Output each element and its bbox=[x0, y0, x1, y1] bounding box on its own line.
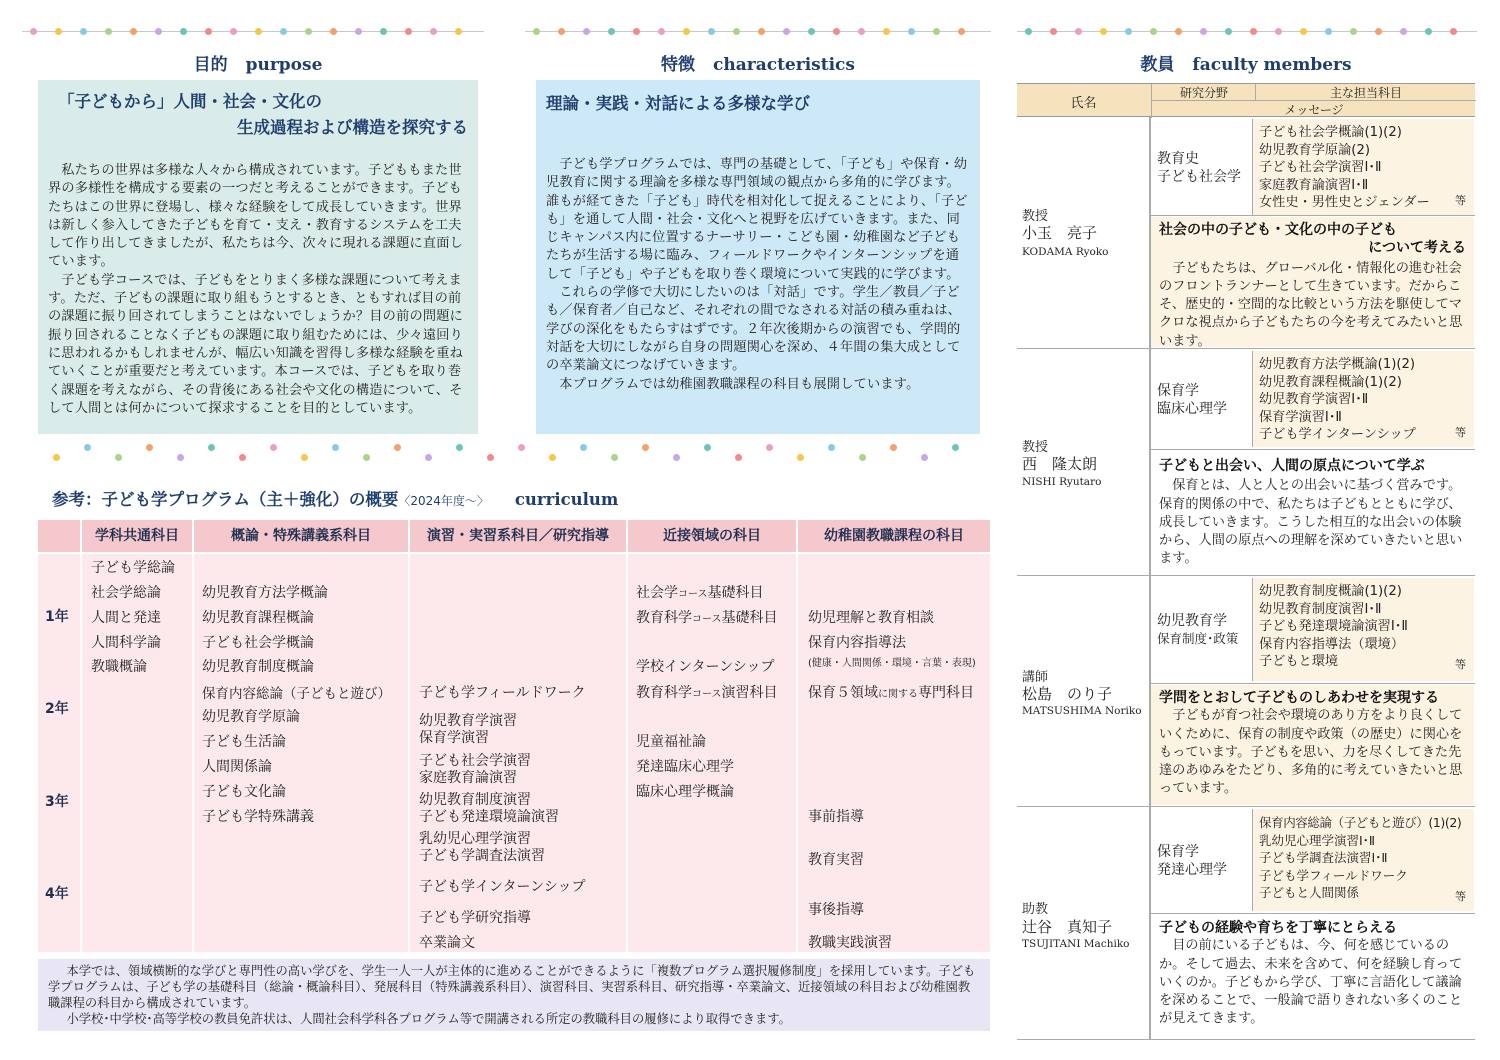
faculty-divider bbox=[1150, 913, 1475, 914]
characteristics-header-en: characteristics bbox=[713, 55, 855, 75]
decorative-dot bbox=[239, 454, 246, 461]
decorative-dot bbox=[1125, 28, 1132, 35]
decorative-dot bbox=[53, 454, 60, 461]
decorative-dot bbox=[1150, 28, 1157, 35]
decorative-dot bbox=[363, 454, 370, 461]
course-item: 事前指導 bbox=[808, 809, 864, 825]
faculty-rank: 講師 bbox=[1022, 670, 1049, 685]
characteristics-box bbox=[536, 80, 980, 434]
course-item: 幼児教育制度演習 bbox=[419, 792, 531, 808]
column-header-kindergarten: 幼稚園教職課程の科目 bbox=[798, 520, 990, 552]
course-item: 子ども社会学演習 bbox=[419, 753, 531, 769]
decorative-dot bbox=[549, 454, 556, 461]
course-item: 保育内容指導法 bbox=[808, 635, 906, 651]
course-item: 幼児教育方法学概論 bbox=[202, 585, 328, 601]
purpose-header-jp: 目的 bbox=[193, 55, 228, 75]
faculty-field-item: 保育制度･政策 bbox=[1157, 631, 1239, 646]
faculty-course: 子ども学インターンシップ bbox=[1259, 427, 1416, 442]
course-item bbox=[808, 682, 974, 702]
purpose-header bbox=[38, 50, 478, 75]
course-item: 幼児教育制度概論 bbox=[202, 659, 314, 675]
decorative-dot bbox=[105, 28, 112, 35]
course-item: 子ども生活論 bbox=[202, 734, 286, 750]
course-item: 教育実習 bbox=[808, 852, 864, 868]
decorative-dot bbox=[658, 28, 665, 35]
decorative-dot bbox=[1300, 28, 1307, 35]
decorative-dot bbox=[858, 28, 865, 35]
decorative-dot bbox=[797, 454, 804, 461]
decorative-dot bbox=[1250, 28, 1257, 35]
course-item: 学校インターンシップ bbox=[636, 659, 775, 675]
column-header-seminar: 演習・実習系科目／研究指導 bbox=[410, 520, 626, 552]
curriculum-note-2: 小学校･中学校･高等学校の教員免許状は、人間社会科学科各プログラム等で開講される所定の教職科目の履修により取得できます。 bbox=[66, 1012, 791, 1026]
faculty-rank: 教授 bbox=[1022, 209, 1049, 224]
decorative-dot bbox=[1425, 28, 1432, 35]
course-item: 子ども文化論 bbox=[202, 784, 286, 800]
faculty-divider bbox=[1150, 117, 1151, 349]
faculty-divider bbox=[1150, 215, 1475, 216]
faculty-course: 幼児教育学原論(2) bbox=[1259, 142, 1370, 158]
curriculum-note bbox=[38, 959, 990, 1031]
faculty-message-body: 保育とは、人と人との出会いに基づく営みです。保育的関係の中で、私たちは子どもとともに学び、成長していきます。こうした相互的な出会いの体験から、人間の原点への理解を深めていきたいと思います。 bbox=[1159, 478, 1463, 567]
faculty-name: 小玉 亮子 bbox=[1022, 224, 1098, 242]
decorative-dot bbox=[733, 28, 740, 35]
decorative-dot bbox=[394, 444, 401, 451]
faculty-col-message: メッセージ bbox=[1151, 100, 1476, 118]
decorative-dot bbox=[833, 28, 840, 35]
faculty-courses bbox=[1252, 119, 1474, 215]
faculty-course: 家庭教育論演習Ⅰ･Ⅱ bbox=[1259, 177, 1369, 193]
faculty-field-item: 幼児教育学 bbox=[1157, 613, 1227, 629]
decorative-dot bbox=[890, 444, 897, 451]
year-label-3: 3年 bbox=[45, 794, 69, 810]
faculty-header-en: faculty members bbox=[1192, 55, 1352, 75]
faculty-message bbox=[1151, 453, 1474, 574]
course-item-part: 社会学 bbox=[636, 585, 678, 601]
purpose-title-line2: 生成過程および構造を探究する bbox=[237, 118, 468, 137]
decorative-dot bbox=[355, 28, 362, 35]
course-item: 人間と発達 bbox=[91, 610, 161, 626]
decorative-dot bbox=[55, 28, 62, 35]
etc-label: 等 bbox=[1455, 425, 1466, 439]
faculty-course: 幼児教育学演習Ⅰ･Ⅱ bbox=[1259, 392, 1369, 407]
faculty-course: 保育内容指導法（環境） bbox=[1259, 636, 1405, 652]
year-label-1: 1年 bbox=[45, 609, 69, 625]
etc-label: 等 bbox=[1455, 889, 1466, 903]
decorative-dot bbox=[580, 444, 587, 451]
faculty-divider bbox=[1150, 683, 1475, 684]
course-item-part: 教育科学 bbox=[636, 610, 692, 626]
course-item-part: コース bbox=[678, 589, 708, 600]
faculty-message-title-2: について考える bbox=[1368, 240, 1466, 257]
faculty-col-name: 氏名 bbox=[1070, 96, 1097, 111]
decorative-dot bbox=[180, 28, 187, 35]
course-item: 幼児教育学原論 bbox=[202, 709, 300, 725]
course-item: 子ども発達環境論演習 bbox=[419, 809, 559, 825]
faculty-courses bbox=[1252, 351, 1474, 447]
faculty-rank: 教授 bbox=[1022, 440, 1049, 455]
decorative-dot bbox=[828, 444, 835, 451]
course-item: 子ども社会学概論 bbox=[202, 635, 314, 651]
course-item: 子ども学インターンシップ bbox=[419, 879, 586, 895]
faculty-message-title: 子どもの経験や育ちを丁寧にとらえる bbox=[1159, 920, 1397, 936]
decorative-dot bbox=[558, 28, 565, 35]
course-item-part: コース bbox=[692, 689, 722, 700]
decorative-dot bbox=[456, 444, 463, 451]
faculty-roman: MATSUSHIMA Noriko bbox=[1022, 705, 1142, 717]
course-item: 乳幼児心理学演習 bbox=[419, 831, 531, 847]
faculty-rank: 助教 bbox=[1022, 902, 1049, 917]
decorative-dot bbox=[908, 28, 915, 35]
course-item-part: 基礎科目 bbox=[707, 585, 764, 601]
decorative-dot bbox=[608, 28, 615, 35]
decorative-dot bbox=[30, 28, 37, 35]
decorative-dot bbox=[230, 28, 237, 35]
course-item bbox=[636, 682, 778, 702]
faculty-name: 松島 のり子 bbox=[1022, 685, 1113, 703]
course-item-part: 基礎科目 bbox=[721, 610, 778, 626]
column-header-common: 学科共通科目 bbox=[82, 520, 192, 552]
decorative-dot bbox=[130, 28, 137, 35]
faculty-course: 幼児教育制度演習Ⅰ･Ⅱ bbox=[1259, 601, 1382, 617]
decorative-dot bbox=[301, 454, 308, 461]
course-item: 臨床心理学概論 bbox=[636, 784, 734, 800]
decorative-dot bbox=[425, 454, 432, 461]
faculty-message bbox=[1151, 217, 1474, 347]
decorative-dot bbox=[146, 444, 153, 451]
decorative-dot bbox=[487, 454, 494, 461]
decorative-dot bbox=[1375, 28, 1382, 35]
faculty-message-body: 子どもが育つ社会や環境のあり方をより良くしていくために、保育の制度や政策（の歴史）に関心をもっています。子どもを思い、力を尽くしてきた先達のあゆみをたどり、多角的に考えていきたいと思っています。 bbox=[1159, 708, 1463, 797]
dot-divider-top-left bbox=[22, 24, 484, 38]
characteristics-body-3: 本プログラムでは幼稚園教職課程の科目も展開しています。 bbox=[559, 376, 920, 392]
course-item: 家庭教育論演習 bbox=[419, 770, 517, 786]
course-item-part: 教育科学 bbox=[636, 685, 692, 701]
faculty-course: 子どもと環境 bbox=[1259, 654, 1339, 669]
course-item: 幼児教育学演習 bbox=[419, 713, 517, 729]
purpose-body-2: 子ども学コースでは、子どもをとりまく多様な課題について考えます。ただ、子どもの課題に取り組もうとするとき、ともすれば目の前の課題に振り回されてしまうことはないでしょうか？目の前の問題に振り回されることなく子どもの課題に取り組むためには、少々遠回りに思われるかもしれませんが、幅広い知識を習得し多様な経験を重ねていくことが重要だと考えています。本コースでは、子どもを取り巻く課題を考えながら、その背後にある社会や文化の構造について、そして人間とは何かについて探求することを目的としています。 bbox=[48, 272, 464, 416]
course-item: 教職概論 bbox=[91, 659, 147, 675]
decorative-dot bbox=[683, 28, 690, 35]
decorative-dot bbox=[1175, 28, 1182, 35]
decorative-dot bbox=[883, 28, 890, 35]
course-item: 子ども学調査法演習 bbox=[419, 848, 545, 864]
decorative-dot bbox=[205, 28, 212, 35]
faculty-field bbox=[1157, 382, 1227, 418]
faculty-table-head bbox=[1017, 83, 1475, 117]
faculty-field-item: 子ども社会学 bbox=[1157, 169, 1241, 185]
purpose-header-en: purpose bbox=[245, 55, 323, 75]
faculty-roman: TSUJITANI Machiko bbox=[1022, 938, 1130, 950]
purpose-body: 私たちの世界は多様な人々から構成されています。子どももまた世界の多様性を構成する要素の一つだと考えることができます。子どもたちはこの世界に登場し、様々な経験をして成長していきます。世界は新しく参入してきた子どもを育て・支え・教育するシステムを工夫して作り出してきましたが、私たちは今、次々に現れる課題に直面しています。 bbox=[48, 163, 464, 270]
faculty-divider bbox=[1150, 449, 1475, 450]
decorative-dot bbox=[958, 28, 965, 35]
course-item: 子ども学研究指導 bbox=[419, 910, 531, 926]
faculty-course: 子ども社会学概論(1)(2) bbox=[1259, 125, 1402, 140]
decorative-dot bbox=[533, 28, 540, 35]
faculty-field bbox=[1157, 150, 1241, 186]
faculty-course: 女性史・男性史とジェンダー bbox=[1259, 195, 1430, 210]
course-item-part: 演習科目 bbox=[721, 685, 778, 701]
course-item bbox=[636, 582, 764, 602]
decorative-dot bbox=[270, 444, 277, 451]
decorative-dot bbox=[952, 444, 959, 451]
course-item-part: コース bbox=[692, 614, 722, 625]
course-item: 幼児理解と教育相談 bbox=[808, 610, 934, 626]
faculty-course: 幼児教育方法学概論(1)(2) bbox=[1259, 357, 1416, 372]
course-item: 社会学総論 bbox=[91, 585, 161, 601]
decorative-dot bbox=[1025, 28, 1032, 35]
etc-label: 等 bbox=[1455, 657, 1466, 671]
decorative-dot bbox=[708, 28, 715, 35]
faculty-courses bbox=[1252, 809, 1474, 911]
faculty-courses bbox=[1252, 578, 1474, 681]
faculty-course: 乳幼児心理学演習Ⅰ･Ⅱ bbox=[1259, 832, 1376, 848]
decorative-dot bbox=[783, 28, 790, 35]
faculty-field-item: 保育学 bbox=[1157, 844, 1199, 860]
decorative-dot bbox=[330, 28, 337, 35]
faculty-roman: KODAMA Ryoko bbox=[1022, 246, 1109, 258]
decorative-dot bbox=[1075, 28, 1082, 35]
decorative-dot bbox=[208, 444, 215, 451]
faculty-course: 子ども社会学演習Ⅰ･Ⅱ bbox=[1259, 160, 1382, 175]
decorative-dot bbox=[1050, 28, 1057, 35]
characteristics-title: 理論・実践・対話による多様な学び bbox=[546, 94, 810, 113]
curriculum-title bbox=[52, 486, 618, 510]
faculty-col-courses: 主な担当科目 bbox=[1255, 84, 1476, 101]
faculty-field bbox=[1157, 612, 1238, 648]
dot-divider-top-middle bbox=[525, 24, 991, 38]
decorative-dot bbox=[583, 28, 590, 35]
decorative-dot bbox=[808, 28, 815, 35]
curriculum-title-jp: 参考：子ども学プログラム（主＋強化）の概要 bbox=[52, 490, 399, 509]
decorative-dot bbox=[704, 444, 711, 451]
course-item: 発達臨床心理学 bbox=[636, 759, 734, 775]
decorative-dot bbox=[177, 454, 184, 461]
decorative-dot bbox=[611, 454, 618, 461]
curriculum-title-en: curriculum bbox=[514, 490, 619, 509]
decorative-dot bbox=[430, 28, 437, 35]
course-item-part: 専門科目 bbox=[918, 685, 974, 701]
decorative-dot bbox=[758, 28, 765, 35]
decorative-dot bbox=[332, 444, 339, 451]
faculty-course: 保育内容総論（子どもと遊び）(1)(2) bbox=[1259, 815, 1462, 830]
faculty-roman: NISHI Ryutaro bbox=[1022, 476, 1102, 488]
faculty-name: 辻谷 真知子 bbox=[1022, 918, 1113, 936]
course-item-note: (健康・人間関係・環境・言葉・表現) bbox=[808, 658, 976, 669]
decorative-dot bbox=[380, 28, 387, 35]
faculty-message-title: 子どもと出会い、人間の原点について学ぶ bbox=[1159, 458, 1425, 474]
characteristics-header-jp: 特徴 bbox=[661, 55, 696, 75]
faculty-message bbox=[1151, 915, 1474, 1038]
faculty-course: 幼児教育課程概論(1)(2) bbox=[1259, 374, 1402, 390]
course-item: 子ども学特殊講義 bbox=[202, 809, 314, 825]
decorative-dot bbox=[405, 28, 412, 35]
decorative-dot bbox=[115, 454, 122, 461]
purpose-box bbox=[38, 80, 478, 434]
faculty-course: 保育学演習Ⅰ･Ⅱ bbox=[1259, 409, 1342, 425]
course-item: 幼児教育課程概論 bbox=[202, 610, 314, 626]
year-label-2: 2年 bbox=[45, 701, 69, 717]
decorative-dot bbox=[859, 454, 866, 461]
etc-label: 等 bbox=[1455, 193, 1466, 207]
course-item: 保育内容総論（子どもと遊び） bbox=[202, 686, 391, 702]
course-item: 人間科学論 bbox=[91, 635, 161, 651]
decorative-dot bbox=[1275, 28, 1282, 35]
course-item bbox=[636, 607, 778, 627]
faculty-field-item: 教育史 bbox=[1157, 151, 1199, 167]
course-item: 人間関係論 bbox=[202, 759, 272, 775]
faculty-divider bbox=[1150, 807, 1151, 1040]
decorative-dot bbox=[84, 444, 91, 451]
course-item: 卒業論文 bbox=[419, 935, 475, 951]
dot-divider-top-right bbox=[1017, 24, 1477, 38]
decorative-dot bbox=[155, 28, 162, 35]
faculty-field-item: 臨床心理学 bbox=[1157, 401, 1227, 417]
decorative-dot bbox=[1450, 28, 1457, 35]
course-item-part: に関する bbox=[878, 689, 918, 700]
decorative-dot bbox=[1225, 28, 1232, 35]
decorative-dot bbox=[455, 28, 462, 35]
curriculum-corner bbox=[38, 520, 80, 552]
faculty-message-title: 社会の中の子ども・文化の中の子ども bbox=[1159, 222, 1397, 238]
course-item: 保育学演習 bbox=[419, 730, 489, 746]
faculty-field bbox=[1157, 843, 1227, 879]
faculty-divider bbox=[1150, 576, 1151, 807]
course-item: 児童福祉論 bbox=[636, 734, 706, 750]
decorative-dot bbox=[1325, 28, 1332, 35]
faculty-header bbox=[1017, 50, 1475, 75]
faculty-course: 子ども発達環境論演習Ⅰ･Ⅱ bbox=[1259, 619, 1408, 634]
decorative-dot bbox=[518, 444, 525, 451]
purpose-title-line1: 「子どもから」人間・社会・文化の bbox=[58, 92, 322, 111]
characteristics-body: 子ども学プログラムでは、専門の基礎として、「子ども」や保育・幼児教育に関する理論を多様な専門領域の観点から多角的に学びます。誰もが経てきた「子ども」時代を相対化して捉えることにより、「子ども」を通して人間・社会・文化へと視野を広げていきます。また、同じキャンパス内に位置するナーサリー・こども園・幼稚園など子どもたちが生活する場に臨み、フィールドワークやインターンシップを通して「子ども」や子どもを取り巻く環境について実践的に学びます。 bbox=[546, 157, 968, 282]
faculty-message-title: 学問をとおして子どものしあわせを実現する bbox=[1159, 690, 1439, 706]
faculty-course: 子ども学フィールドワーク bbox=[1259, 867, 1408, 883]
decorative-dot bbox=[766, 444, 773, 451]
decorative-dot bbox=[1400, 28, 1407, 35]
faculty-message bbox=[1151, 685, 1474, 805]
decorative-dot bbox=[1350, 28, 1357, 35]
faculty-divider bbox=[1150, 349, 1151, 576]
characteristics-body-2: これらの学修で大切にしたいのは「対話」です。学生／教員／子ども／保育者／自己など、それぞれの間でなされる対話の積み重ねは、学びの深化をもたらすはずです。２年次後期からの演習でも、学問的対話を大切にしながら自身の問題関心を深め、４年間の集大成としての卒業論文につなげていきます。 bbox=[546, 285, 962, 374]
faculty-field-item: 発達心理学 bbox=[1157, 862, 1227, 878]
faculty-field-item: 保育学 bbox=[1157, 383, 1199, 399]
course-item-part: 保育５領域 bbox=[808, 685, 878, 701]
faculty-header-jp: 教員 bbox=[1140, 55, 1175, 75]
faculty-message-body: 目の前にいる子どもは、今、何を感じているのか。そして過去、未来を含めて、何を経験し育っていくのか。子どもから学び、丁寧に言語化して議論を深めることで、一般論で語りきれない多くのことが見えてきます。 bbox=[1159, 938, 1463, 1027]
decorative-dot bbox=[305, 28, 312, 35]
faculty-name: 西 隆太朗 bbox=[1022, 455, 1098, 473]
curriculum-note-1: 本学では、領域横断的な学びと専門性の高い学びを、学生一人一人が主体的に進めることができるように「複数プログラム選択履修制度」を採用しています。子ども学プログラムは、子ども学の基礎科目（総論・概論科目）、発展科目（特殊講義系科目）、演習科目、実習系科目、研究指導・卒業論文、近接領域の科目および幼稚園教職課程の科目から構成されています。 bbox=[48, 964, 976, 1010]
decorative-dot bbox=[921, 454, 928, 461]
course-item: 子ども学総論 bbox=[91, 560, 175, 576]
decorative-dot bbox=[1100, 28, 1107, 35]
curriculum-year-label: 〈2024年度～〉 bbox=[398, 494, 489, 508]
faculty-course: 子ども学調査法演習Ⅰ･Ⅱ bbox=[1259, 850, 1388, 865]
decorative-dot bbox=[80, 28, 87, 35]
faculty-message-body: 子どもたちは、グローバル化・情報化の進む社会のフロントランナーとして生きています。だからこそ、歴史的・空間的な比較という方法を駆使してマクロな視点から子どもたちの今を考えてみたいと思います。 bbox=[1159, 260, 1463, 349]
column-header-lecture: 概論・特殊講義系科目 bbox=[194, 520, 408, 552]
characteristics-header bbox=[536, 50, 980, 75]
decorative-dot bbox=[642, 444, 649, 451]
decorative-dot bbox=[1200, 28, 1207, 35]
course-item: 事後指導 bbox=[808, 902, 864, 918]
faculty-course: 子どもと人間関係 bbox=[1259, 885, 1360, 900]
decorative-dot bbox=[255, 28, 262, 35]
course-item: 子ども学フィールドワーク bbox=[419, 685, 586, 701]
decorative-dot bbox=[933, 28, 940, 35]
decorative-dot bbox=[735, 454, 742, 461]
year-label-4: 4年 bbox=[45, 886, 69, 902]
decorative-dot bbox=[633, 28, 640, 35]
dot-divider-middle bbox=[45, 450, 980, 464]
course-item: 教職実践演習 bbox=[808, 935, 892, 951]
faculty-col-field: 研究分野 bbox=[1151, 84, 1256, 101]
column-header-adjacent: 近接領域の科目 bbox=[628, 520, 796, 552]
decorative-dot bbox=[280, 28, 287, 35]
decorative-dot bbox=[673, 454, 680, 461]
faculty-course: 幼児教育制度概論(1)(2) bbox=[1259, 584, 1402, 599]
